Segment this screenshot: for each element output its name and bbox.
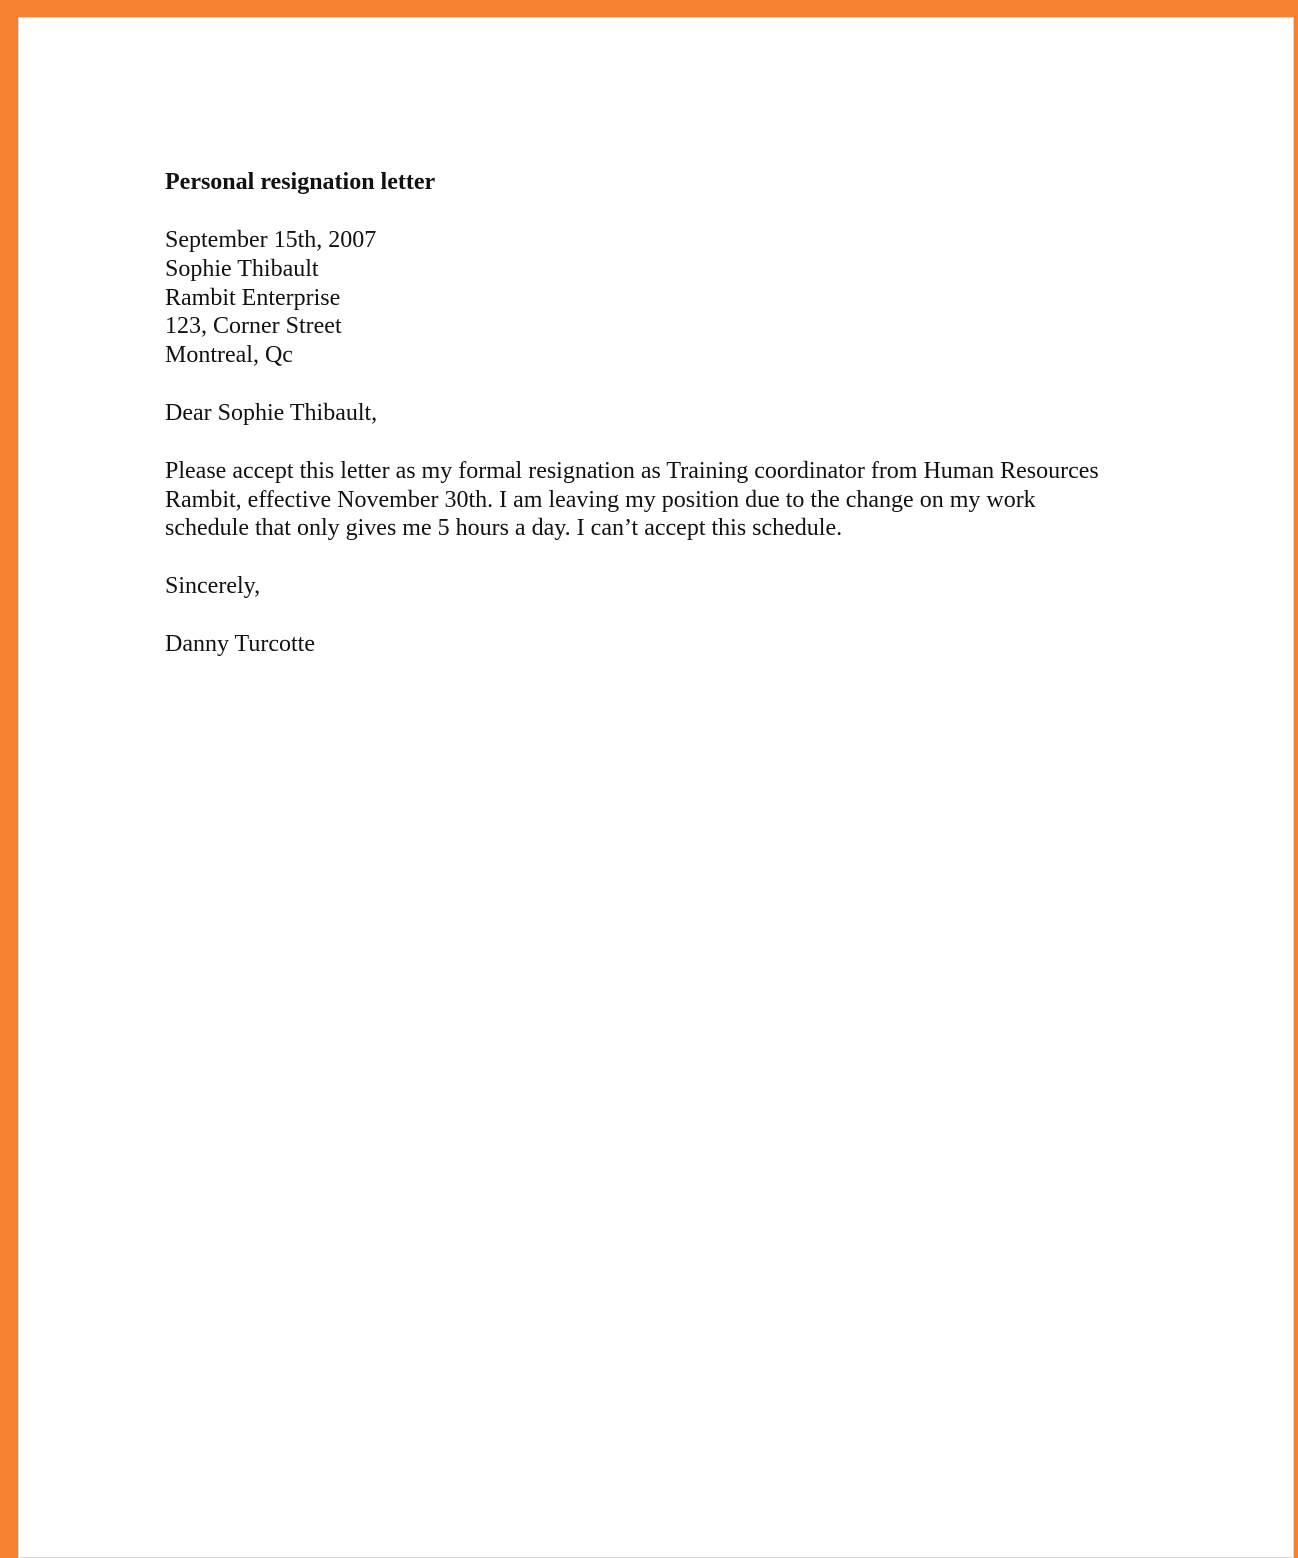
date-line: September 15th, 2007 [165, 227, 377, 253]
body-line-1: Please accept this letter as my formal resignation as Training coordinator from Human Resources [165, 457, 1099, 484]
street-address: 123, Corner Street [165, 313, 342, 340]
signature: Danny Turcotte [165, 630, 315, 657]
letter-header [165, 226, 1165, 370]
city-line: Montreal, Qc [165, 342, 293, 369]
recipient-name: Sophie Thibault [165, 255, 319, 282]
closing: Sincerely, [165, 573, 261, 600]
salutation: Dear Sophie Thibault, [165, 399, 378, 426]
body-line-2: Rambit, effective November 30th. I am leaving my position due to the change on my work [165, 486, 1036, 513]
letter-title: Personal resignation letter [165, 169, 436, 195]
company-name: Rambit Enterprise [165, 284, 341, 311]
letter-page [18, 17, 1294, 1558]
letter-body [165, 457, 1150, 543]
body-line-3: schedule that only gives me 5 hours a day. I can’t accept this schedule. [165, 515, 843, 542]
letter-content [165, 167, 1165, 659]
